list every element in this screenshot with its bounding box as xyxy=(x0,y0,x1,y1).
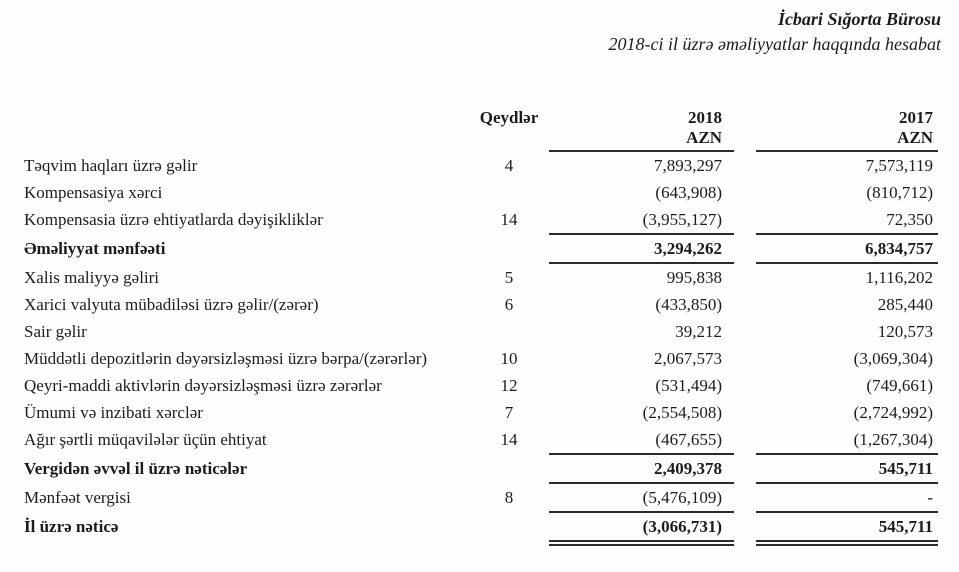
year-2018-column-header xyxy=(549,106,734,152)
column-gap xyxy=(734,235,756,264)
column-gap xyxy=(734,106,756,152)
row-value-2017: 6,834,757 xyxy=(756,235,938,264)
row-value-2017: (3,069,304) xyxy=(853,349,933,368)
row-note: 14 xyxy=(500,210,518,229)
row-note xyxy=(469,513,549,546)
table-row xyxy=(24,291,938,318)
column-gap xyxy=(734,426,756,455)
table-row xyxy=(24,318,938,345)
organization-title: İcbari Sığorta Bürosu xyxy=(777,9,941,29)
column-gap xyxy=(734,455,756,484)
row-note: 7 xyxy=(504,403,514,422)
currency-2018-label: AZN xyxy=(686,128,722,147)
column-gap xyxy=(734,372,756,399)
column-gap xyxy=(734,264,756,291)
row-value-2018: 39,212 xyxy=(675,322,722,341)
row-label: Ümumi və inzibati xərclər xyxy=(24,403,203,422)
table-row xyxy=(24,372,938,399)
row-value-2018: (5,476,109) xyxy=(549,484,734,513)
column-gap xyxy=(734,484,756,513)
row-value-2018: (3,955,127) xyxy=(549,206,734,235)
column-gap xyxy=(734,318,756,345)
table-row xyxy=(24,152,938,179)
row-note: 4 xyxy=(504,156,514,175)
row-value-2017: 545,711 xyxy=(756,513,938,546)
column-gap xyxy=(734,152,756,179)
row-note: 5 xyxy=(504,268,514,287)
column-gap xyxy=(734,399,756,426)
row-value-2017: 285,440 xyxy=(877,295,933,314)
column-gap xyxy=(734,291,756,318)
column-gap xyxy=(734,345,756,372)
row-label: Vergidən əvvəl il üzrə nəticələr xyxy=(24,459,248,478)
table-row xyxy=(24,399,938,426)
row-value-2017: 120,573 xyxy=(877,322,933,341)
row-value-2017: - xyxy=(756,484,938,513)
row-label: Ağır şərtli müqavilələr üçün ehtiyat xyxy=(24,430,267,449)
row-note: 10 xyxy=(500,349,518,368)
row-value-2018: 2,067,573 xyxy=(654,349,722,368)
row-note xyxy=(469,318,549,345)
row-label: Xalis maliyyə gəliri xyxy=(24,268,160,287)
row-value-2018: (531,494) xyxy=(655,376,722,395)
income-statement-table xyxy=(24,106,938,546)
row-label: Qeyri-maddi aktivlərin dəyərsizləşməsi üzrə zərərlər xyxy=(24,376,382,395)
row-value-2017: (2,724,992) xyxy=(853,403,933,422)
row-value-2018: 995,838 xyxy=(666,268,722,287)
row-label: Kompensasiya xərci xyxy=(24,183,163,202)
row-value-2017: 1,116,202 xyxy=(865,268,933,287)
header-spacer xyxy=(24,106,469,152)
row-label: Mənfəət vergisi xyxy=(24,488,131,507)
column-gap xyxy=(734,179,756,206)
row-value-2018: (643,908) xyxy=(655,183,722,202)
table-row xyxy=(24,179,938,206)
row-note xyxy=(469,235,549,264)
row-value-2018: 2,409,378 xyxy=(549,455,734,484)
row-value-2018: (2,554,508) xyxy=(642,403,722,422)
report-subtitle: 2018-ci il üzrə əməliyyatlar haqqında hesabat xyxy=(608,34,941,54)
row-label: Müddətli depozitlərin dəyərsizləşməsi üzrə bərpa/(zərərlər) xyxy=(24,349,428,368)
row-value-2017: (810,712) xyxy=(866,183,933,202)
table-row xyxy=(24,426,938,455)
row-note: 12 xyxy=(500,376,518,395)
table-row xyxy=(24,264,938,291)
table-header-row xyxy=(24,106,938,152)
row-value-2017: 72,350 xyxy=(756,206,938,235)
table-body xyxy=(24,152,938,546)
row-value-2018: (3,066,731) xyxy=(549,513,734,546)
row-value-2017: 545,711 xyxy=(756,455,938,484)
table-row xyxy=(24,455,938,484)
row-note: 6 xyxy=(504,295,514,314)
row-label: Kompensasia üzrə ehtiyatlarda dəyişikliklər xyxy=(24,210,323,229)
row-value-2018: 7,893,297 xyxy=(654,156,722,175)
row-label: Əməliyyat mənfəəti xyxy=(24,239,166,258)
year-2018-label: 2018 xyxy=(688,108,722,127)
year-2017-column-header xyxy=(756,106,938,152)
row-label: Xarici valyuta mübadiləsi üzrə gəlir/(zərər) xyxy=(24,295,319,314)
table-row xyxy=(24,513,938,546)
row-label: Təqvim haqları üzrə gəlir xyxy=(24,156,198,175)
row-label: Sair gəlir xyxy=(24,322,87,341)
row-value-2018: 3,294,262 xyxy=(549,235,734,264)
column-gap xyxy=(734,513,756,546)
table-row xyxy=(24,484,938,513)
row-note xyxy=(469,179,549,206)
column-gap xyxy=(734,206,756,235)
row-value-2017: (749,661) xyxy=(866,376,933,395)
row-note xyxy=(469,455,549,484)
row-note: 14 xyxy=(500,430,518,449)
row-value-2018: (467,655) xyxy=(549,426,734,455)
table-row xyxy=(24,206,938,235)
currency-2017-label: AZN xyxy=(897,128,933,147)
year-2017-label: 2017 xyxy=(899,108,933,127)
document-header xyxy=(609,7,941,57)
row-value-2017: 7,573,119 xyxy=(865,156,933,175)
row-value-2017: (1,267,304) xyxy=(756,426,938,455)
table-row xyxy=(24,235,938,264)
table-row xyxy=(24,345,938,372)
row-note: 8 xyxy=(504,488,514,507)
row-value-2018: (433,850) xyxy=(655,295,722,314)
notes-column-header: Qeydlər xyxy=(479,108,539,127)
row-label: İl üzrə nəticə xyxy=(24,517,119,536)
